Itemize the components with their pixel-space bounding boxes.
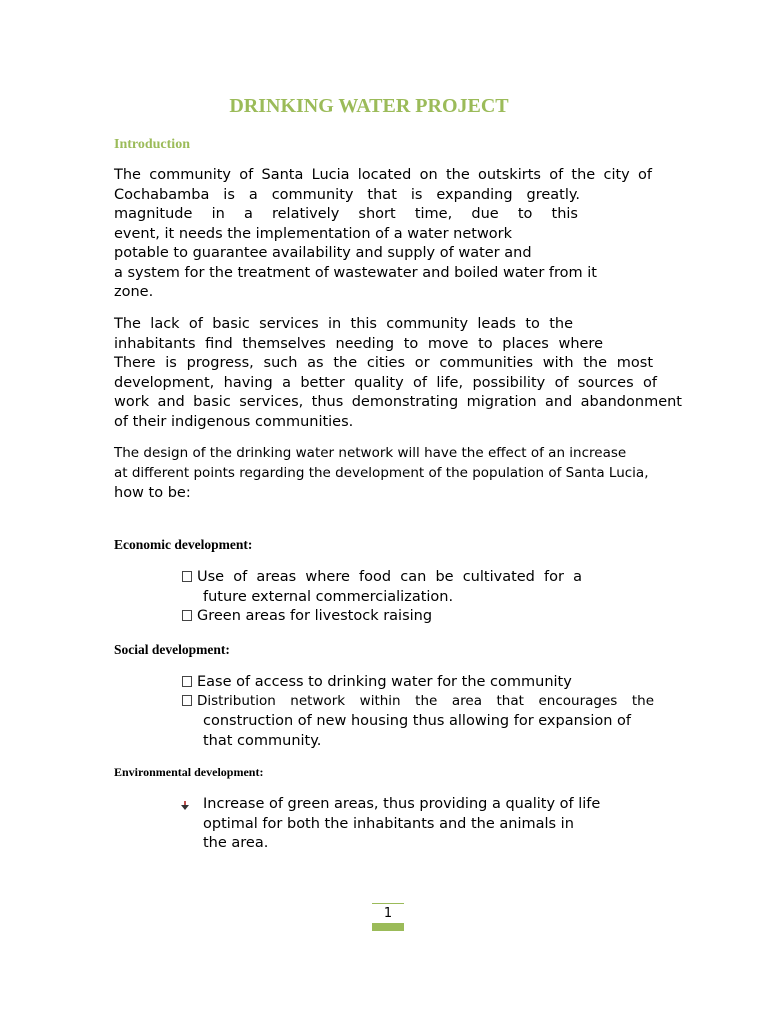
page-number: 1 (383, 906, 393, 921)
checkbox-bullet-icon (182, 571, 192, 582)
list-item-continuation: the area. (203, 835, 269, 851)
social-heading: Social development: (114, 642, 230, 657)
arrow-down-bullet-icon (181, 801, 189, 811)
environmental-heading: Environmental development: (114, 765, 264, 779)
list-item: Increase of green areas, thus providing a quality of life (203, 796, 601, 812)
paragraph-line: development, having a better quality of life, possibility of sources of (114, 375, 657, 391)
economic-heading: Economic development: (114, 537, 253, 552)
paragraph-line: event, it needs the implementation of a water network (114, 226, 513, 242)
checkbox-bullet-icon (182, 695, 192, 706)
list-item: Ease of access to drinking water for the community (182, 673, 572, 693)
paragraph-line: potable to guarantee availability and supply of water and (114, 245, 532, 261)
list-item-continuation: future external commercialization. (203, 589, 454, 605)
paragraph-line: The community of Santa Lucia located on the outskirts of the city of (114, 167, 652, 183)
paragraph-line: The lack of basic services in this community leads to the (114, 316, 573, 332)
footer-accent-bar (372, 923, 404, 931)
document-title: DRINKING WATER PROJECT (229, 95, 509, 117)
paragraph-line: magnitude in a relatively short time, due to this (114, 206, 578, 222)
introduction-heading: Introduction (114, 137, 190, 152)
paragraph-line: work and basic services, thus demonstrating migration and abandonment (114, 394, 682, 410)
paragraph-line: of their indigenous communities. (114, 414, 354, 430)
paragraph-line: The design of the drinking water network will have the effect of an increase (114, 445, 627, 461)
paragraph-line: inhabitants find themselves needing to move to places where (114, 336, 603, 352)
list-item: Distribution network within the area that encourages the (182, 692, 654, 712)
paragraph-line: at different points regarding the development of the population of Santa Lucia, (114, 465, 649, 481)
list-item-continuation: optimal for both the inhabitants and the animals in (203, 816, 574, 832)
list-item-continuation: that community. (203, 733, 322, 749)
list-item: Green areas for livestock raising (182, 607, 432, 627)
checkbox-bullet-icon (182, 610, 192, 621)
paragraph-line: Cochabamba is a community that is expanding greatly. (114, 187, 580, 203)
paragraph-line: There is progress, such as the cities or communities with the most (114, 355, 653, 371)
paragraph-line: zone. (114, 284, 154, 300)
paragraph-line: a system for the treatment of wastewater and boiled water from it (114, 265, 597, 281)
list-item: Use of areas where food can be cultivated for a (182, 568, 582, 588)
checkbox-bullet-icon (182, 676, 192, 687)
list-item-continuation: construction of new housing thus allowing for expansion of (203, 713, 632, 729)
footer-divider (372, 903, 404, 904)
paragraph-line: how to be: (114, 485, 191, 501)
